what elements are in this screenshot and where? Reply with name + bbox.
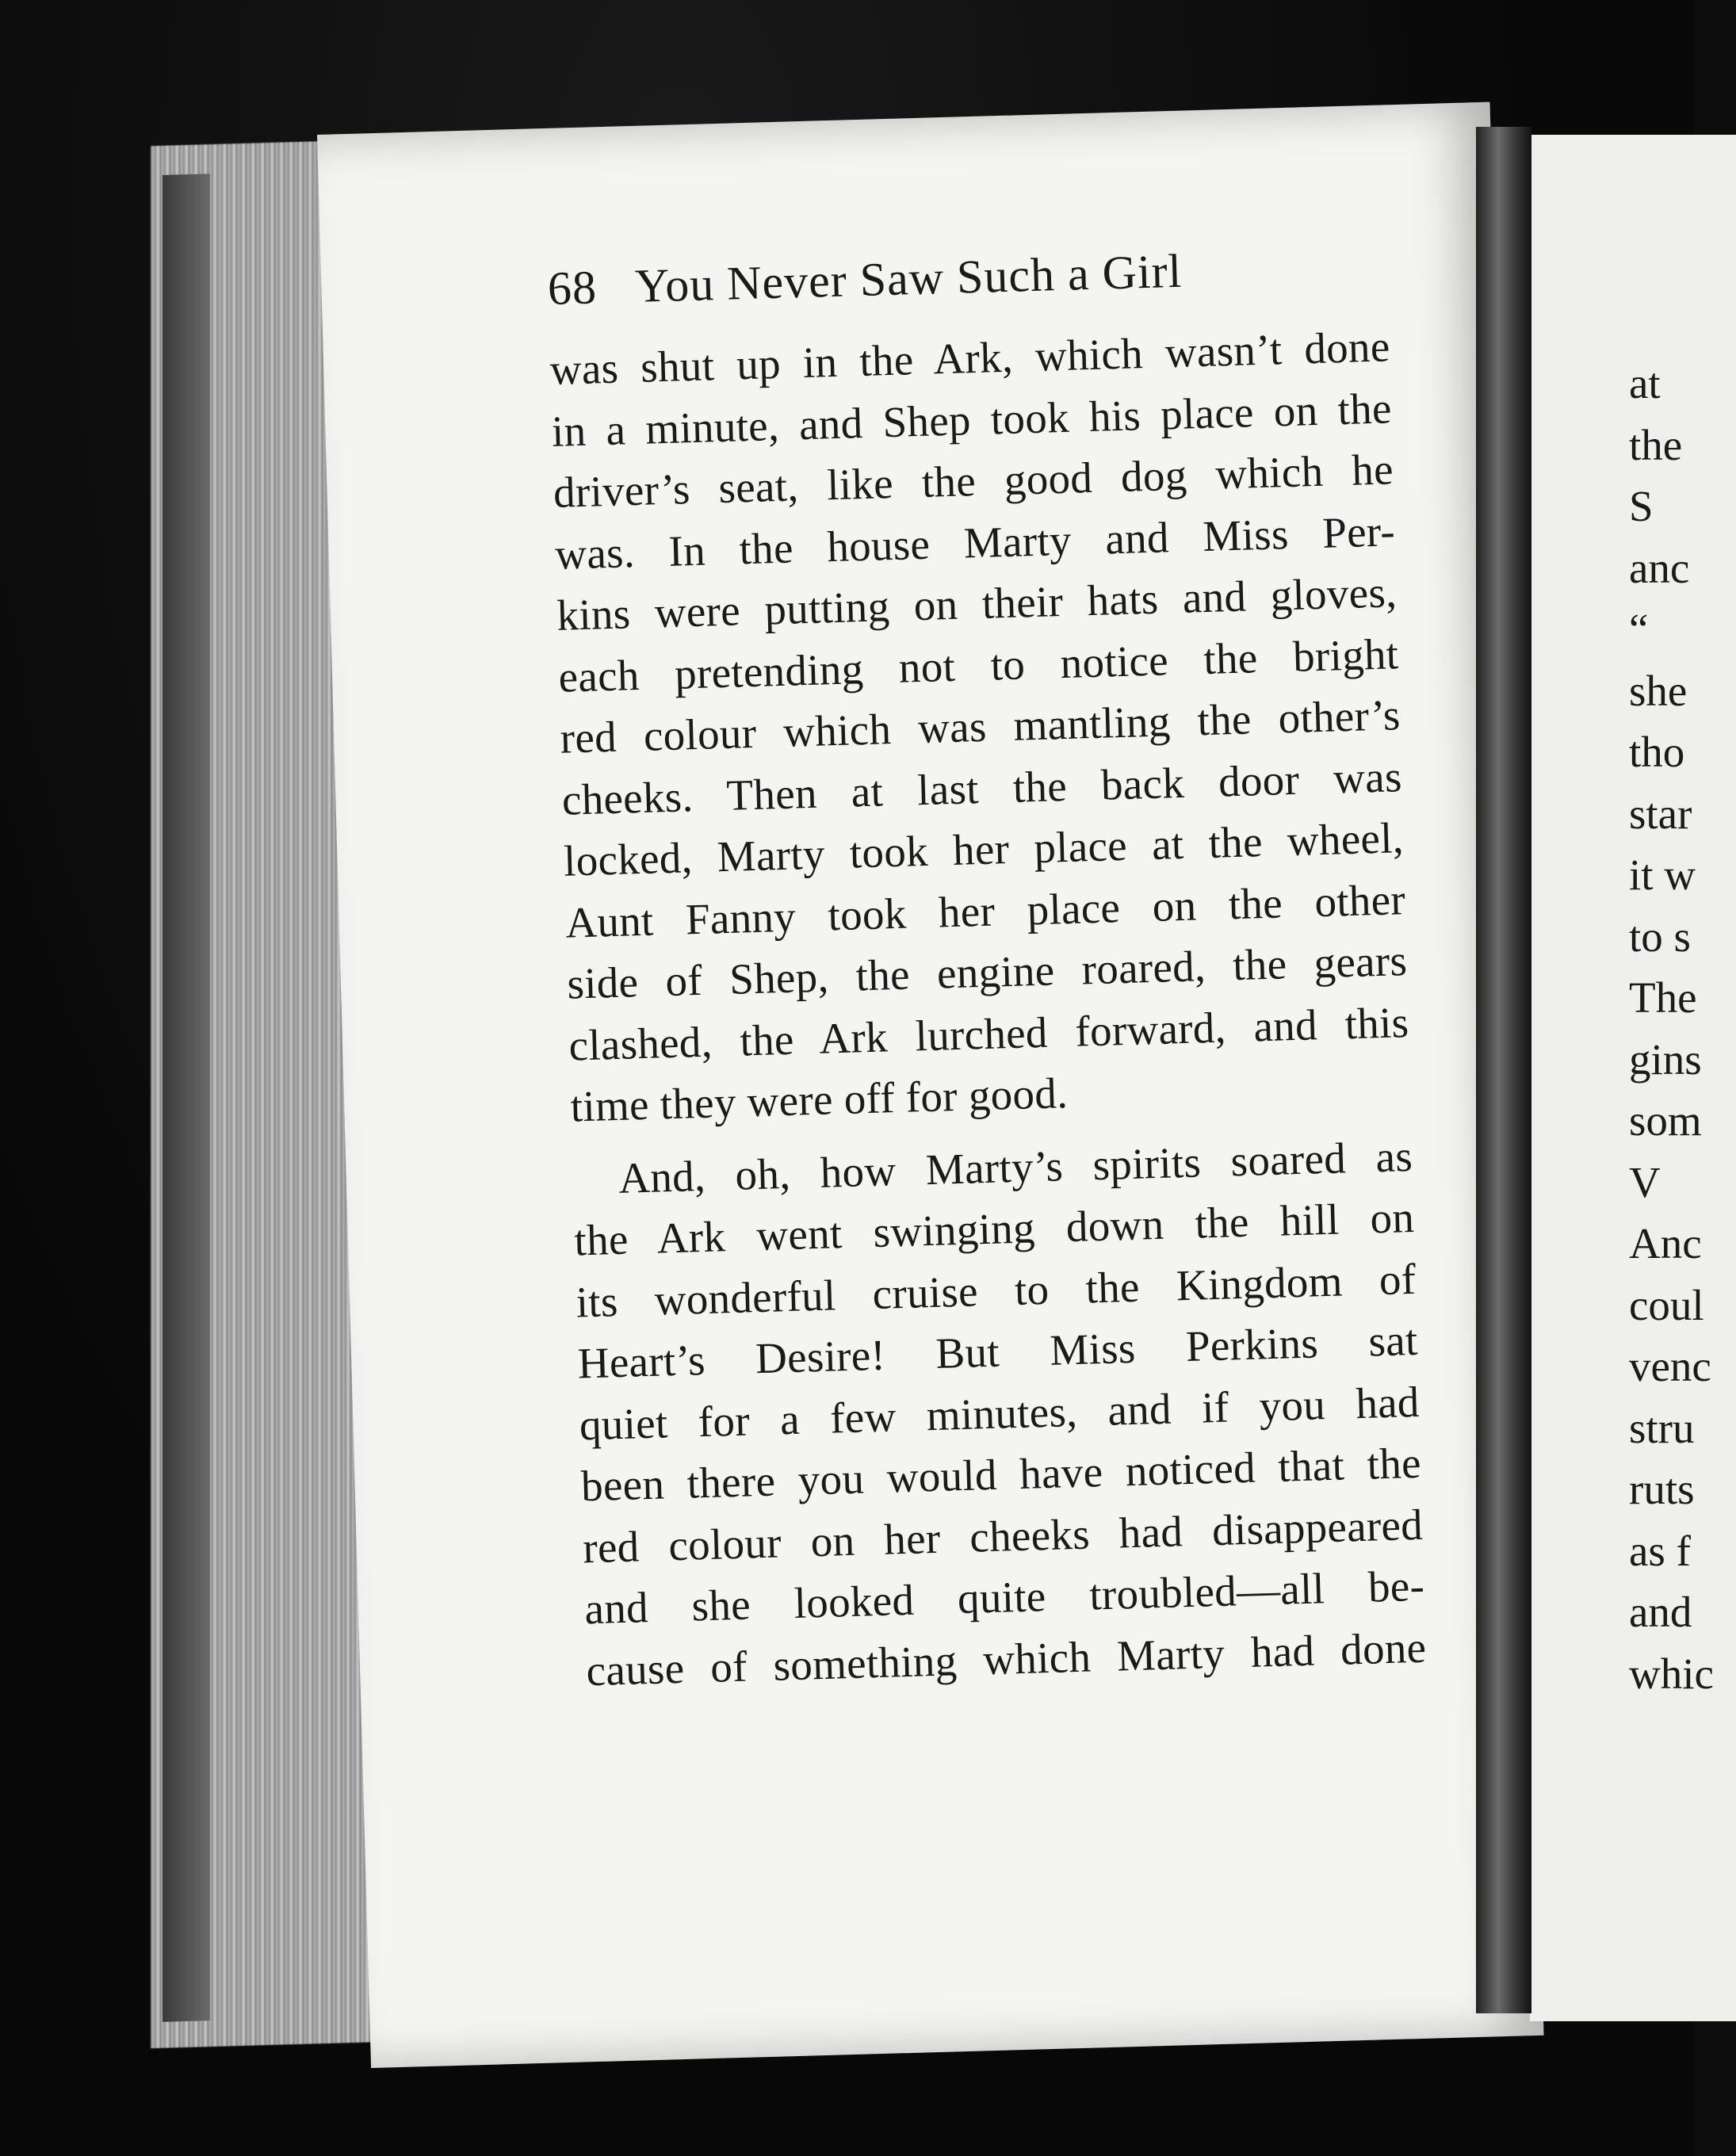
book-edge-shadow bbox=[163, 174, 210, 2022]
facing-page-line: star bbox=[1629, 789, 1692, 838]
facing-page-text bbox=[1629, 353, 1714, 1704]
text-line: in a minute, and Shep took his place on the bbox=[551, 383, 1393, 456]
text-line: its wonderful cruise to the Kingdom of bbox=[575, 1254, 1417, 1326]
facing-page-line: to s bbox=[1629, 912, 1691, 961]
facing-page-line: tho bbox=[1629, 728, 1685, 776]
text-line: the Ark went swinging down the hill on bbox=[573, 1192, 1415, 1265]
facing-page-line: ruts bbox=[1629, 1465, 1695, 1513]
facing-page-line: anc bbox=[1629, 543, 1690, 592]
text-line: cause of something which Marty had done bbox=[585, 1623, 1428, 1695]
facing-page-line: som bbox=[1629, 1096, 1702, 1145]
facing-page-line: as f bbox=[1629, 1526, 1691, 1575]
text-line: red colour on her cheeks had disappeared bbox=[582, 1500, 1424, 1572]
text-line: driver’s seat, like the good dog which he bbox=[553, 445, 1394, 517]
book-gutter bbox=[1476, 127, 1531, 2013]
text-line: time they were off for good. bbox=[569, 1068, 1069, 1131]
page-text-block bbox=[547, 237, 1474, 1702]
facing-page-line: coul bbox=[1629, 1280, 1704, 1329]
text-line: each pretending not to notice the bright bbox=[557, 629, 1400, 701]
text-line: kins were putting on their hats and gloves, bbox=[556, 568, 1398, 640]
facing-page-line: whic bbox=[1629, 1649, 1714, 1698]
facing-page-line: the bbox=[1629, 420, 1683, 469]
facing-page-line: gins bbox=[1629, 1034, 1702, 1084]
text-line: red colour which was mantling the other’s bbox=[559, 690, 1401, 763]
body-text bbox=[549, 315, 1475, 1702]
text-line: And, oh, how Marty’s spirits soared as bbox=[618, 1131, 1413, 1202]
page-number: 68 bbox=[547, 261, 598, 315]
facing-page-line: stru bbox=[1629, 1403, 1695, 1452]
text-line: Aunt Fanny took her place on the other bbox=[564, 874, 1406, 947]
facing-page-line: venc bbox=[1629, 1342, 1711, 1390]
text-line: locked, Marty took her place at the wheel, bbox=[563, 813, 1405, 885]
facing-page-line: S bbox=[1629, 482, 1654, 530]
text-line: and she looked quite troubled—all be- bbox=[583, 1561, 1425, 1634]
text-line: clashed, the Ark lurched forward, and this bbox=[568, 997, 1410, 1070]
running-title: You Never Saw Such a Girl bbox=[633, 244, 1183, 312]
text-line: side of Shep, the engine roared, the gears bbox=[566, 936, 1408, 1008]
text-line: quiet for a few minutes, and if you had bbox=[579, 1377, 1421, 1449]
facing-page-line: Anc bbox=[1629, 1219, 1702, 1267]
facing-page-line: at bbox=[1629, 359, 1661, 407]
text-line: was. In the house Marty and Miss Per- bbox=[554, 506, 1396, 579]
text-line: Heart’s Desire! But Miss Perkins sat bbox=[576, 1315, 1419, 1388]
text-line: cheeks. Then at last the back door was bbox=[561, 751, 1403, 824]
facing-page-line: V bbox=[1629, 1157, 1661, 1206]
text-line: been there you would have noticed that the bbox=[580, 1438, 1422, 1511]
facing-page-line: and bbox=[1629, 1588, 1692, 1636]
facing-page-line: “ bbox=[1629, 605, 1649, 653]
facing-page-line: The bbox=[1629, 973, 1697, 1022]
text-line: was shut up in the Ark, which wasn’t done bbox=[549, 322, 1391, 394]
facing-page-line: it w bbox=[1629, 851, 1696, 899]
facing-page-line: she bbox=[1629, 666, 1688, 715]
